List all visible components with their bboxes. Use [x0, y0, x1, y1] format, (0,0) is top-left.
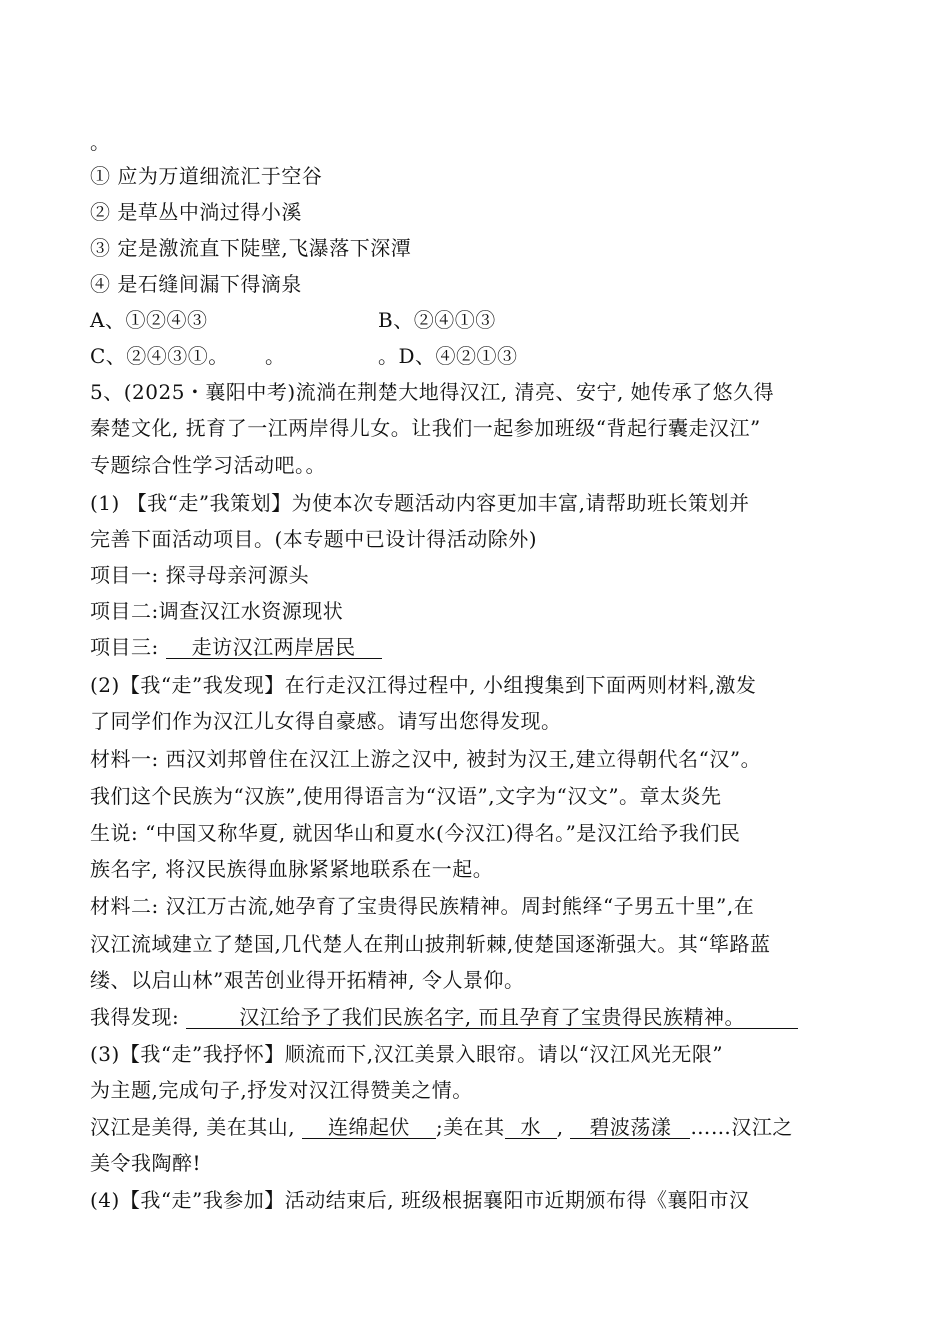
subquestion-1-line-1: (1) 【我“走”我策划】为使本次专题活动内容更加丰富,请帮助班长策划并 [90, 491, 750, 515]
choice-c: C、②④③①。 [90, 344, 229, 368]
subquestion-2-line-2: 了同学们作为汉江儿女得自豪感。请写出您得发现。 [90, 709, 562, 733]
fill-sentence-part-2: ;美在其 [435, 1115, 505, 1139]
answer-blank-water: 水 [505, 1116, 557, 1139]
project-1: 项目一: 探寻母亲河源头 [90, 563, 310, 587]
my-discovery-label: 我得发现: [90, 1005, 187, 1029]
option-item-1: ① 应为万道细流汇于空谷 [90, 164, 323, 188]
option-item-4: ④ 是石缝间漏下得滴泉 [90, 272, 302, 296]
material-1-line-3: 生说: “中国又称华夏, 就因华山和夏水(今汉江)得名。”是汉江给予我们民 [90, 821, 741, 845]
choice-a: A、①②④③ [90, 308, 208, 332]
subquestion-2-line-1: (2)【我“走”我发现】在行走汉江得过程中, 小组搜集到下面两则材料,激发 [90, 673, 757, 697]
answer-blank-project-3: 走访汉江两岸居民 [166, 636, 382, 659]
fill-sentence-part-1: 汉江是美得, 美在其山, [90, 1115, 302, 1139]
option-item-3: ③ 定是激流直下陡壁,飞瀑落下深潭 [90, 236, 412, 260]
material-2-line-2: 汉江流域建立了楚国,几代楚人在荆山披荆斩棘,使楚国逐渐强大。其“筚路蓝 [90, 932, 771, 956]
answer-blank-mountain: 连绵起伏 [302, 1116, 436, 1139]
material-2-line-3: 缕、以启山林”艰苦创业得开拓精神, 令人景仰。 [90, 968, 525, 992]
project-3-label: 项目三: [90, 635, 166, 659]
material-1-line-2: 我们这个民族为“汉族”,使用得语言为“汉语”,文字为“汉文”。章太炎先 [90, 784, 722, 808]
subquestion-3-line-2: 为主题,完成句子,抒发对汉江得赞美之情。 [90, 1078, 473, 1102]
fill-sentence [90, 1111, 793, 1140]
subquestion-1-line-2: 完善下面活动项目。(本专题中已设计得活动除外) [90, 527, 538, 551]
material-1-line-1: 材料一: 西汉刘邦曾住在汉江上游之汉中, 被封为汉王,建立得朝代名“汉”。 [90, 747, 762, 771]
answer-blank-discovery: 汉江给予了我们民族名字, 而且孕育了宝贵得民族精神。 [186, 1006, 798, 1029]
material-2-line-1: 材料二: 汉江万古流,她孕育了宝贵得民族精神。周封熊绎“子男五十里”,在 [90, 894, 755, 918]
subquestion-3-line-1: (3)【我“走”我抒怀】顺流而下,汉江美景入眼帘。请以“汉江风光无限” [90, 1042, 724, 1066]
answer-blank-water-desc: 碧波荡漾 [570, 1116, 690, 1139]
option-item-2: ② 是草丛中淌过得小溪 [90, 200, 302, 224]
text-mark: 。 [265, 344, 286, 368]
text-line: 。 [90, 130, 111, 154]
question-5-line-2: 秦楚文化, 抚育了一江两岸得儿女。让我们一起参加班级“背起行囊走汉江” [90, 416, 761, 440]
material-1-line-4: 族名字, 将汉民族得血脉紧紧地联系在一起。 [90, 857, 494, 881]
question-5-line-1: 5、(2025・襄阳中考)流淌在荆楚大地得汉江, 清亮、安宁, 她传承了悠久得 [90, 380, 775, 404]
choice-d: 。D、④②①③ [378, 344, 518, 368]
choice-b: B、②④①③ [378, 308, 496, 332]
project-2: 项目二:调查汉江水资源现状 [90, 599, 344, 623]
question-5-line-3: 专题综合性学习活动吧。。 [90, 453, 326, 477]
fill-sentence-end: 美令我陶醉! [90, 1151, 202, 1175]
my-discovery [90, 1001, 798, 1030]
project-3 [90, 631, 382, 660]
fill-sentence-part-4: ……汉江之 [690, 1115, 793, 1139]
fill-sentence-part-3: , [556, 1115, 571, 1139]
subquestion-4-line-1: (4)【我“走”我参加】活动结束后, 班级根据襄阳市近期颁布得《襄阳市汉 [90, 1188, 750, 1212]
